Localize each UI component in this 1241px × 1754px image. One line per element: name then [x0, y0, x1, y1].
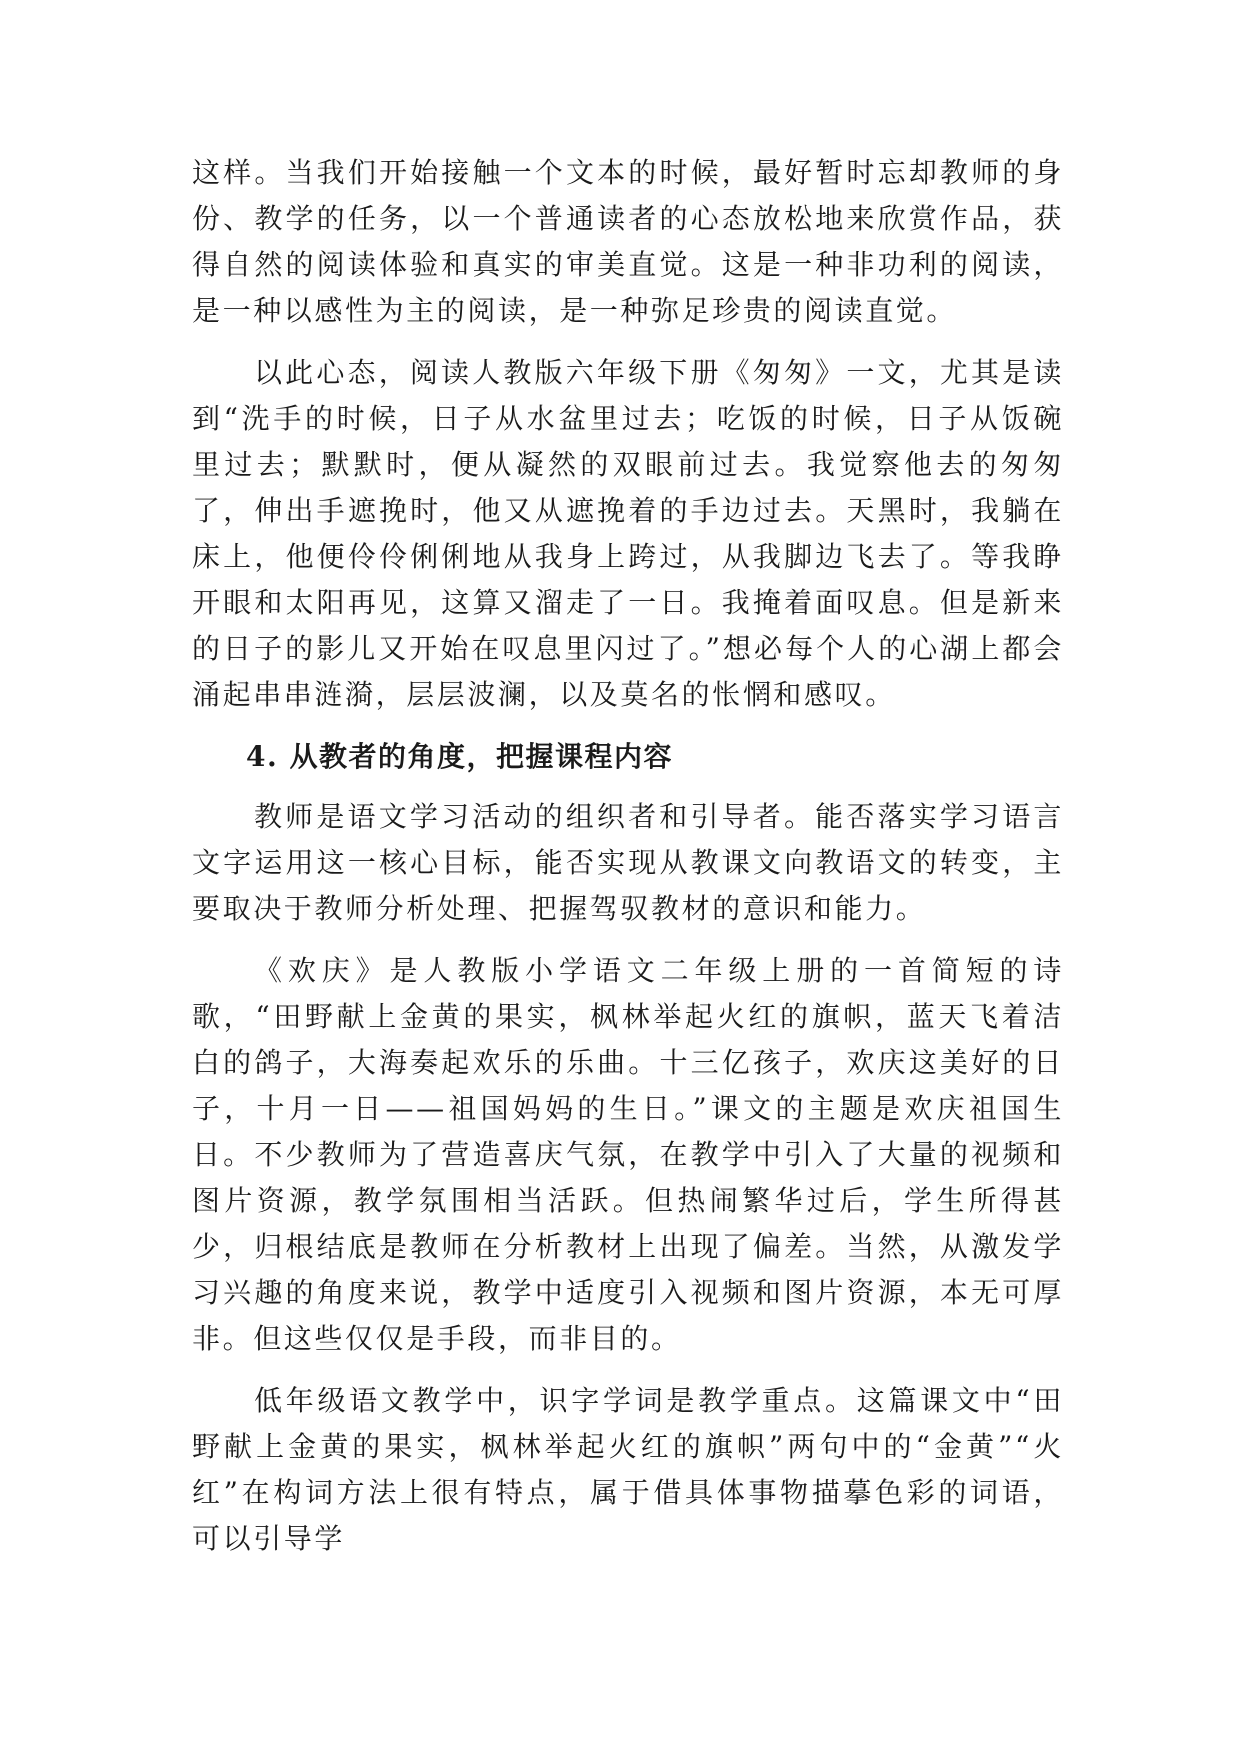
paragraph-continuation: 这样。当我们开始接触一个文本的时候，最好暂时忘却教师的身份、教学的任务，以一个普通读者的心态放松地来欣赏作品，获得自然的阅读体验和真实的审美直觉。这是一种非功利的阅读，是一种以感性为主的阅读，是一种弥足珍贵的阅读直觉。: [192, 156, 1064, 327]
paragraph-teacher-role: 教师是语文学习活动的组织者和引导者。能否落实学习语言文字运用这一核心目标，能否实现从教课文向教语文的转变，主要取决于教师分析处理、把握驾驭教材的意识和能力。: [192, 800, 1064, 925]
paragraph-congcong: 以此心态，阅读人教版六年级下册《匆匆》一文，尤其是读到“洗手的时候，日子从水盆里过去；吃饭的时候，日子从饭碗里过去；默默时，便从凝然的双眼前过去。我觉察他去的匆匆了，伸出手遮挽时，他又从遮挽着的手边过去。天黑时，我躺在床上，他便伶伶俐俐地从我身上跨过，从我脚边飞去了。等我睁开眼和太阳再见，这算又溜走了一日。我掩着面叹息。但是新来的日子的影儿又开始在叹息里闪过了。”想必每个人的心湖上都会涌起串串涟漪，层层波澜，以及莫名的怅惘和感叹。: [192, 356, 1064, 711]
document-page: [192, 150, 1064, 1578]
paragraph-vocabulary: 低年级语文教学中，识字学词是教学重点。这篇课文中“田野献上金黄的果实，枫林举起火红的旗帜”两句中的“金黄”“火红”在构词方法上很有特点，属于借具体事物描摹色彩的词语，可以引导学: [192, 1384, 1064, 1555]
section-heading: 4. 从教者的角度，把握课程内容: [246, 740, 673, 773]
paragraph-huanqing: 《欢庆》是人教版小学语文二年级上册的一首简短的诗歌，“田野献上金黄的果实，枫林举起火红的旗帜，蓝天飞着洁白的鸽子，大海奏起欢乐的乐曲。十三亿孩子，欢庆这美好的日子，十月一日——祖国妈妈的生日。”课文的主题是欢庆祖国生日。不少教师为了营造喜庆气氛，在教学中引入了大量的视频和图片资源，教学氛围相当活跃。但热闹繁华过后，学生所得甚少，归根结底是教师在分析教材上出现了偏差。当然，从激发学习兴趣的角度来说，教学中适度引入视频和图片资源，本无可厚非。但这些仅仅是手段，而非目的。: [192, 954, 1064, 1355]
